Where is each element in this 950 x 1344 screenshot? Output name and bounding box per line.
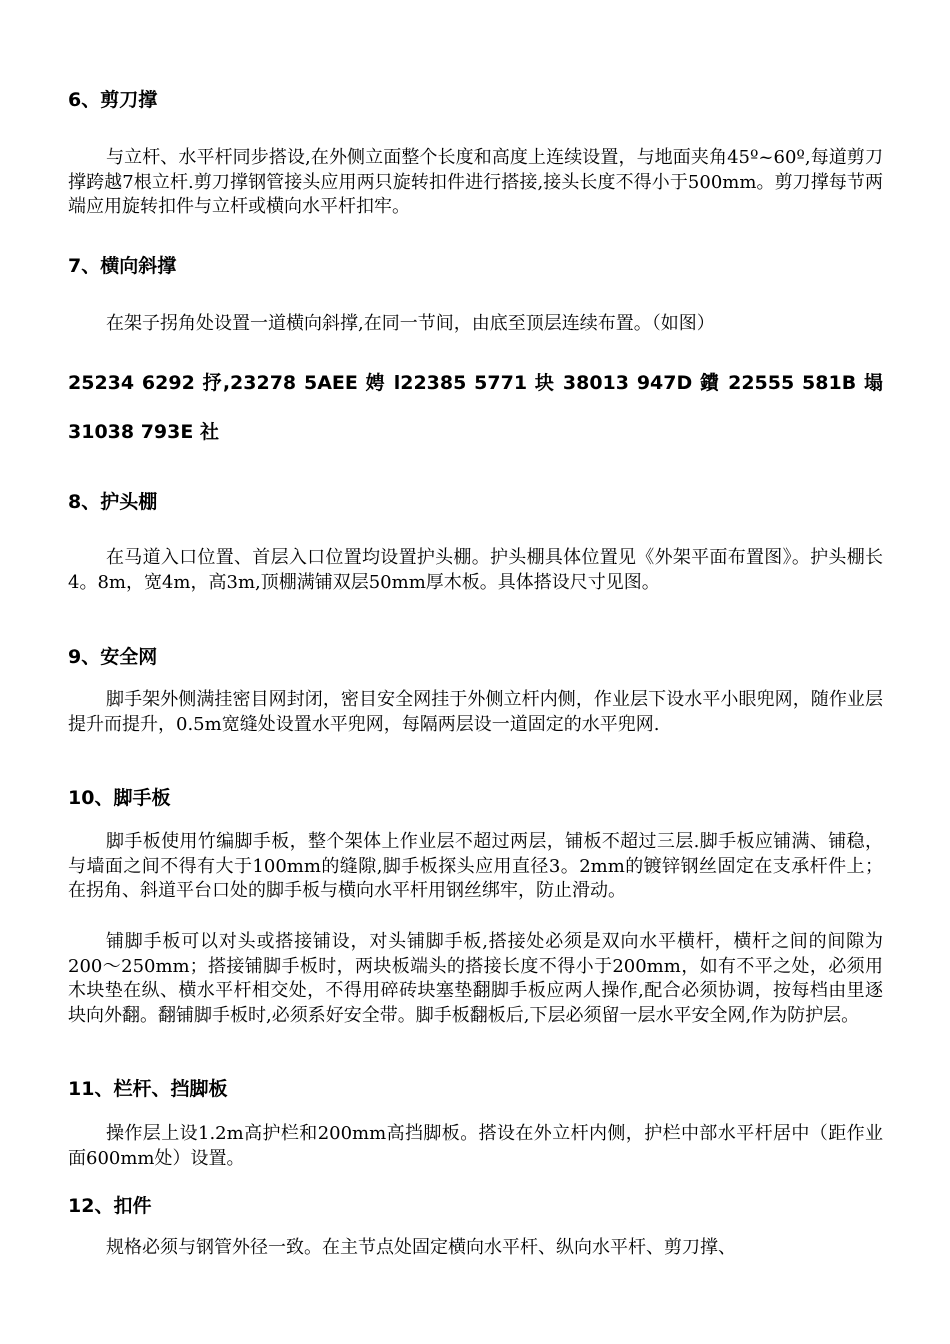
section-9-paragraph: 脚手架外侧满挂密目网封闭，密目安全网挂于外侧立杆内侧，作业层下设水平小眼兜网，随作业层提升而提升，0.5m宽缝处设置水平兜网，每隔两层设一道固定的水平兜网. bbox=[68, 689, 883, 735]
section-8-heading: 8、护头棚 bbox=[68, 491, 158, 513]
section-11-paragraph: 操作层上设1.2m高护栏和200mm高挡脚板。搭设在外立杆内侧，护栏中部水平杆居中（距作业面600mm处）设置。 bbox=[68, 1123, 883, 1169]
garbled-font-text-2 bbox=[68, 420, 883, 444]
section-12-paragraph: 规格必须与钢管外径一致。在主节点处固定横向水平杆、纵向水平杆、剪刀撑、 bbox=[106, 1237, 736, 1258]
section-6-heading: 6、剪刀撑 bbox=[68, 89, 158, 111]
section-10-paragraph-1: 脚手板使用竹编脚手板，整个架体上作业层不超过两层，铺板不超过三层.脚手板应铺满、铺稳，与墙面之间不得有大于100mm的缝隙,脚手板探头应用直径3。2mm的镀锌钢丝固定在支承杆件上；在拐角、斜道平台口处的脚手板与横向水平杆用钢丝绑牢，防止滑动。 bbox=[68, 831, 883, 901]
section-8-paragraph: 在马道入口位置、首层入口位置均设置护头棚。护头棚具体位置见《外架平面布置图》。护头棚长4。8m，宽4m，高3m,顶棚满铺双层50mm厚木板。具体搭设尺寸见图。 bbox=[68, 547, 883, 593]
section-10-paragraph-2: 铺脚手板可以对头或搭接铺设，对头铺脚手板,搭接处必须是双向水平横杆，横杆之间的间隙为200～250mm；搭接铺脚手板时，两块板端头的搭接长度不得小于200mm，如有不平之处，必须用木块垫在纵、横水平杆相交处，不得用碎砖块塞垫翻脚手板应两人操作,配合必须协调，按每档由里逐块向外翻。翻铺脚手板时,必须系好安全带。脚手板翻板后,下层必须留一层水平安全网,作为防护层。 bbox=[68, 931, 883, 1026]
garbled-line-2: 31038 793E 社 bbox=[68, 421, 219, 443]
section-10-heading: 10、脚手板 bbox=[68, 787, 171, 809]
section-11-heading: 11、栏杆、挡脚板 bbox=[68, 1078, 228, 1100]
garbled-font-text bbox=[68, 371, 883, 395]
garbled-line-1: 25234 6292 抒,23278 5AEE 娉 l22385 5771 块 38013 947D 鐨 22555 581B 塌 bbox=[68, 372, 883, 394]
section-7-heading: 7、横向斜撑 bbox=[68, 255, 177, 277]
section-12-heading: 12、扣件 bbox=[68, 1195, 152, 1217]
section-6-paragraph: 与立杆、水平杆同步搭设,在外侧立面整个长度和高度上连续设置，与地面夹角45º~60º,每道剪刀撑跨越7根立杆.剪刀撑钢管接头应用两只旋转扣件进行搭接,接头长度不得小于500mm。剪刀撑每节两端应用旋转扣件与立杆或横向水平杆扣牢。 bbox=[68, 147, 883, 217]
section-7-paragraph: 在架子拐角处设置一道横向斜撑,在同一节间，由底至顶层连续布置。（如图） bbox=[106, 313, 715, 334]
section-9-heading: 9、安全网 bbox=[68, 646, 158, 668]
